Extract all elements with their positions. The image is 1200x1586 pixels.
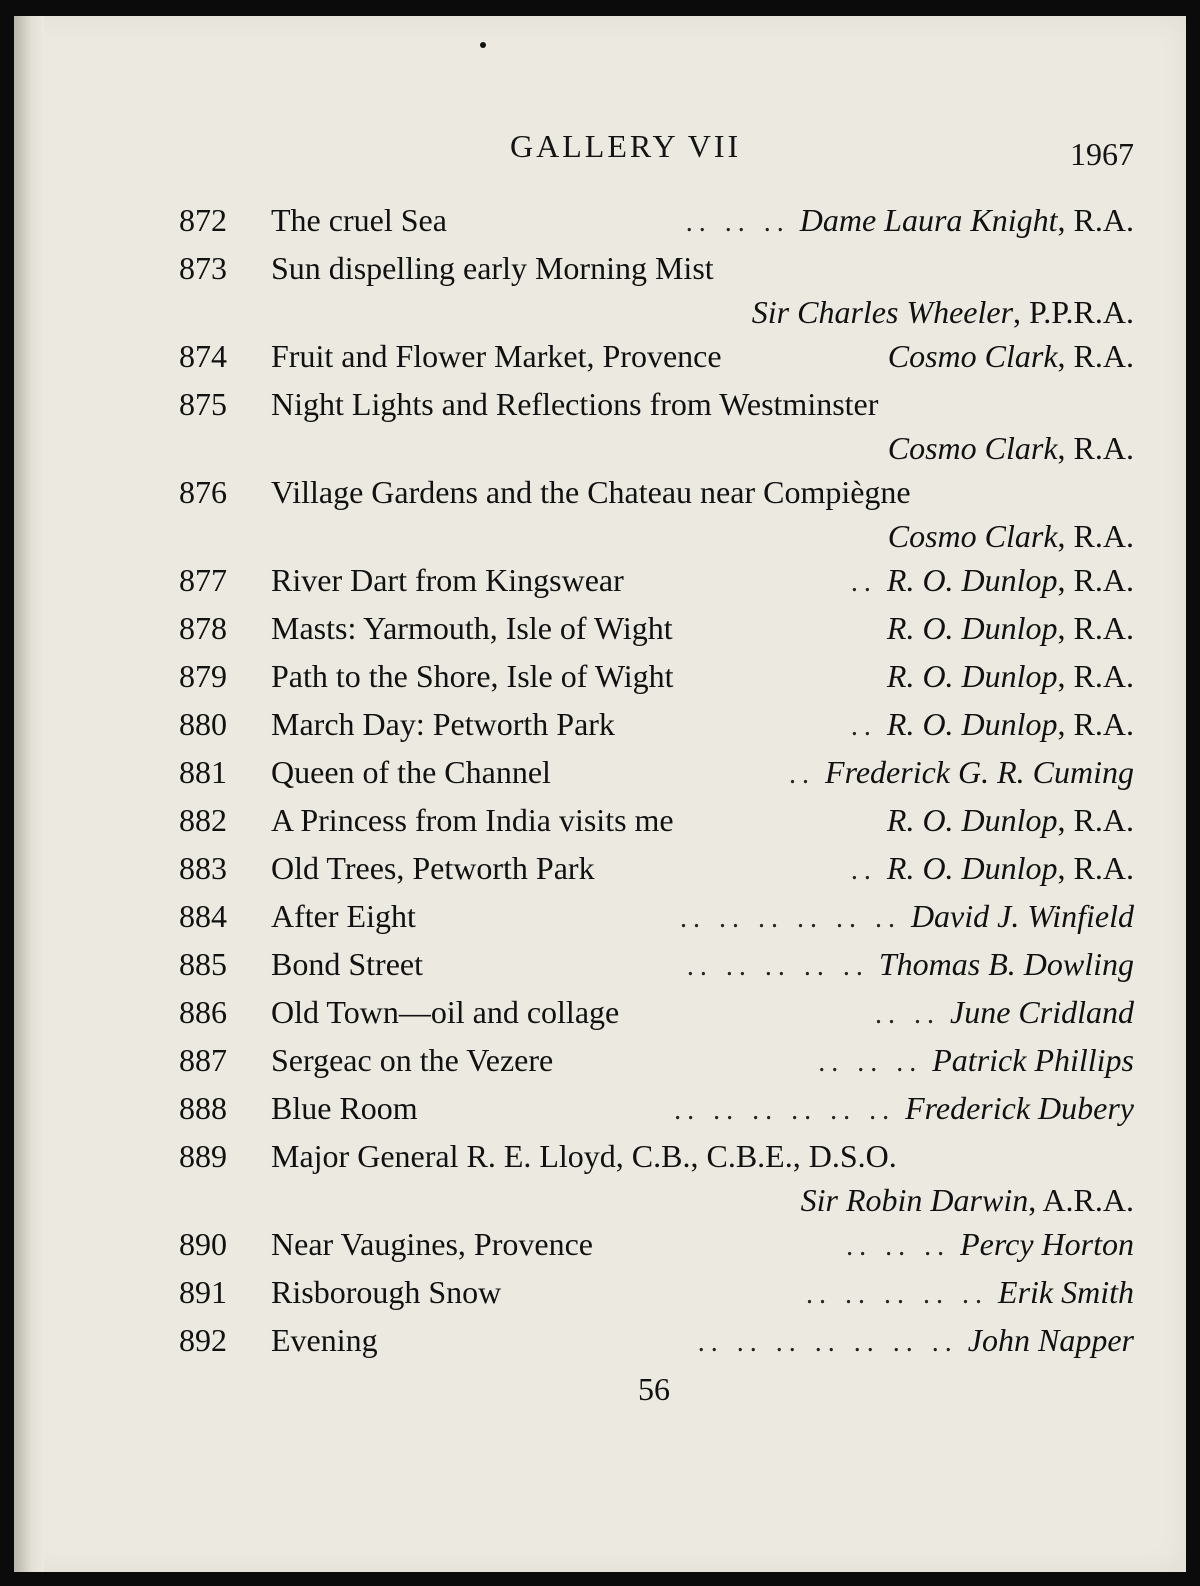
entry-number: 879	[179, 658, 227, 694]
catalogue-entry	[179, 796, 1134, 844]
artist-honours: , R.A.	[1057, 610, 1134, 646]
dot-leader: .. .. .. .. .. ..	[679, 903, 901, 934]
catalogue-entry	[179, 468, 1134, 556]
entry-number: 889	[179, 1138, 227, 1174]
catalogue-page	[14, 16, 1186, 1572]
entry-title: Risborough Snow	[271, 1274, 502, 1310]
artist-honours: , R.A.	[1057, 562, 1134, 598]
entry-title: Major General R. E. Lloyd, C.B., C.B.E., D.S.O.	[271, 1138, 897, 1174]
entry-artist-line	[179, 292, 1134, 332]
artist-name: Frederick Dubery	[905, 1090, 1134, 1126]
ink-speck	[480, 42, 486, 48]
artist-honours: , R.A.	[1057, 338, 1134, 374]
entry-line	[179, 1036, 1134, 1084]
entry-number: 875	[179, 386, 227, 422]
artist-name: John Napper	[967, 1322, 1134, 1358]
entry-artist	[825, 748, 1134, 796]
entry-number: 872	[179, 202, 227, 238]
entry-number: 892	[179, 1322, 227, 1358]
entry-artist	[888, 518, 1134, 554]
entry-title: Old Town—oil and collage	[271, 994, 620, 1030]
artist-name: David J. Winfield	[910, 898, 1134, 934]
entry-line	[179, 940, 1134, 988]
dot-leader: .. .. .. .. ..	[806, 1279, 989, 1310]
dot-leader: .. .. .. .. ..	[686, 951, 869, 982]
entry-title: Night Lights and Reflections from Westminster	[271, 386, 879, 422]
entry-artist	[887, 796, 1134, 844]
dot-leader: ..	[789, 759, 816, 790]
catalogue-entry	[179, 844, 1134, 892]
artist-name: R. O. Dunlop	[886, 850, 1058, 886]
artist-name: Frederick G. R. Cuming	[825, 754, 1134, 790]
artist-name: Sir Charles Wheeler	[751, 294, 1014, 330]
entry-title: Village Gardens and the Chateau near Compiègne	[271, 474, 911, 510]
entry-line	[179, 1316, 1134, 1364]
entry-artist	[911, 892, 1134, 940]
entry-number: 882	[179, 802, 227, 838]
entry-number: 886	[179, 994, 227, 1030]
artist-honours: , R.A.	[1057, 658, 1134, 694]
catalogue-entry	[179, 604, 1134, 652]
book-spine-edge	[14, 16, 44, 1572]
entry-number: 887	[179, 1042, 227, 1078]
artist-name: Thomas B. Dowling	[878, 946, 1134, 982]
catalogue-entry	[179, 652, 1134, 700]
entry-artist	[905, 1084, 1134, 1132]
dot-leader: .. ..	[875, 999, 941, 1030]
artist-honours: , R.A.	[1057, 706, 1134, 742]
entry-title: Old Trees, Petworth Park	[271, 850, 595, 886]
entry-number: 876	[179, 474, 227, 510]
catalogue-entries	[179, 196, 1134, 1364]
artist-honours: , R.A.	[1057, 430, 1134, 466]
dot-leader: .. .. .. .. .. .. ..	[697, 1327, 958, 1358]
catalogue-entry	[179, 332, 1134, 380]
entry-artist	[752, 294, 1134, 330]
entry-title: Path to the Shore, Isle of Wight	[271, 658, 674, 694]
catalogue-entry	[179, 1036, 1134, 1084]
artist-name: June Cridland	[950, 994, 1134, 1030]
entry-number: 874	[179, 338, 227, 374]
entry-number: 885	[179, 946, 227, 982]
entry-title: Masts: Yarmouth, Isle of Wight	[271, 610, 673, 646]
catalogue-entry	[179, 1268, 1134, 1316]
catalogue-entry	[179, 748, 1134, 796]
entry-artist	[932, 1036, 1134, 1084]
entry-line	[179, 332, 1134, 380]
entry-line	[179, 844, 1134, 892]
entry-artist-line	[179, 1180, 1134, 1220]
entry-number: 881	[179, 754, 227, 790]
entry-title: Near Vaugines, Provence	[271, 1226, 593, 1262]
entry-artist	[968, 1316, 1134, 1364]
entry-line	[179, 1220, 1134, 1268]
entry-number: 883	[179, 850, 227, 886]
entry-artist	[887, 604, 1134, 652]
catalogue-entry	[179, 380, 1134, 468]
artist-name: R. O. Dunlop	[886, 706, 1058, 742]
artist-honours: , R.A.	[1057, 850, 1134, 886]
entry-artist	[960, 1220, 1134, 1268]
artist-name: Dame Laura Knight	[799, 202, 1058, 238]
dot-leader: ..	[850, 855, 877, 886]
entry-number: 884	[179, 898, 227, 934]
catalogue-entry	[179, 556, 1134, 604]
catalogue-entry	[179, 700, 1134, 748]
entry-title: A Princess from India visits me	[271, 802, 674, 838]
dot-leader: .. .. ..	[846, 1231, 951, 1262]
artist-name: Cosmo Clark	[887, 430, 1058, 466]
dot-leader: .. .. ..	[818, 1047, 923, 1078]
artist-name: Cosmo Clark	[887, 518, 1058, 554]
catalogue-entry	[179, 940, 1134, 988]
entry-title: Sun dispelling early Morning Mist	[271, 250, 714, 286]
entry-title: Evening	[271, 1322, 378, 1358]
entry-artist	[950, 988, 1134, 1036]
artist-honours: , R.A.	[1057, 518, 1134, 554]
entry-number: 890	[179, 1226, 227, 1262]
entry-artist	[887, 556, 1134, 604]
entry-line	[179, 380, 1134, 428]
catalogue-entry	[179, 244, 1134, 332]
entry-artist	[888, 430, 1134, 466]
entry-number: 878	[179, 610, 227, 646]
entry-artist	[887, 700, 1134, 748]
entry-line	[179, 468, 1134, 516]
entry-number: 888	[179, 1090, 227, 1126]
entry-artist	[879, 940, 1134, 988]
entry-artist	[888, 332, 1134, 380]
entry-number: 873	[179, 250, 227, 286]
entry-line	[179, 196, 1134, 244]
entry-title: Sergeac on the Vezere	[271, 1042, 554, 1078]
entry-line	[179, 700, 1134, 748]
catalogue-entry	[179, 988, 1134, 1036]
entry-line	[179, 244, 1134, 292]
entry-title: The cruel Sea	[271, 202, 447, 238]
artist-name: Erik Smith	[998, 1274, 1134, 1310]
artist-name: Cosmo Clark	[887, 338, 1058, 374]
entry-artist	[800, 196, 1134, 244]
entry-line	[179, 988, 1134, 1036]
catalogue-entry	[179, 1132, 1134, 1220]
entry-number: 880	[179, 706, 227, 742]
catalogue-entry	[179, 1220, 1134, 1268]
artist-honours: , R.A.	[1057, 802, 1134, 838]
page-number: 56	[638, 1371, 670, 1407]
artist-name: Percy Horton	[960, 1226, 1134, 1262]
entry-line	[179, 1132, 1134, 1180]
artist-name: Patrick Phillips	[932, 1042, 1134, 1078]
catalogue-entry	[179, 892, 1134, 940]
entry-title: March Day: Petworth Park	[271, 706, 615, 742]
entry-title: Queen of the Channel	[271, 754, 551, 790]
entry-line	[179, 604, 1134, 652]
entry-title: Blue Room	[271, 1090, 418, 1126]
artist-name: R. O. Dunlop	[886, 658, 1058, 694]
entry-line	[179, 652, 1134, 700]
entry-line	[179, 796, 1134, 844]
artist-name: Sir Robin Darwin	[800, 1182, 1029, 1218]
entry-artist	[998, 1268, 1134, 1316]
artist-name: R. O. Dunlop	[886, 802, 1058, 838]
dot-leader: .. .. ..	[685, 207, 790, 238]
gallery-title: GALLERY VII	[510, 128, 742, 164]
entry-artist	[801, 1182, 1134, 1218]
catalogue-entry	[179, 196, 1134, 244]
entry-line	[179, 556, 1134, 604]
artist-honours: , P.P.R.A.	[1013, 294, 1134, 330]
exhibition-year: 1967	[1070, 136, 1134, 172]
artist-name: R. O. Dunlop	[886, 562, 1058, 598]
entry-number: 891	[179, 1274, 227, 1310]
entry-artist	[887, 652, 1134, 700]
entry-artist-line	[179, 428, 1134, 468]
catalogue-entry	[179, 1084, 1134, 1132]
artist-name: R. O. Dunlop	[886, 610, 1058, 646]
entry-title: Bond Street	[271, 946, 423, 982]
entry-line	[179, 748, 1134, 796]
entry-artist	[887, 844, 1134, 892]
entry-number: 877	[179, 562, 227, 598]
dot-leader: ..	[850, 567, 877, 598]
artist-honours: , R.A.	[1057, 202, 1134, 238]
entry-title: After Eight	[271, 898, 416, 934]
dot-leader: .. .. .. .. .. ..	[674, 1095, 896, 1126]
catalogue-entry	[179, 1316, 1134, 1364]
entry-artist-line	[179, 516, 1134, 556]
page-header	[14, 128, 1186, 178]
entry-title: Fruit and Flower Market, Provence	[271, 338, 722, 374]
dot-leader: ..	[850, 711, 877, 742]
entry-line	[179, 1268, 1134, 1316]
entry-line	[179, 1084, 1134, 1132]
entry-title: River Dart from Kingswear	[271, 562, 624, 598]
artist-honours: , A.R.A.	[1028, 1182, 1134, 1218]
entry-line	[179, 892, 1134, 940]
